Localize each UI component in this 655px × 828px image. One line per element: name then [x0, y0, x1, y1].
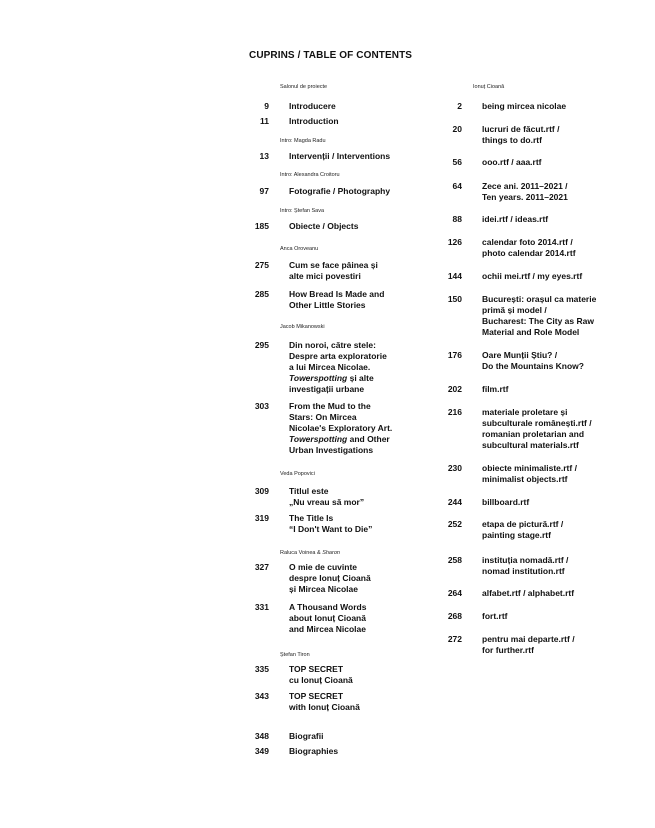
page-number: 9: [264, 101, 269, 111]
page-number: 216: [447, 407, 462, 417]
toc-entry-title[interactable]: Obiecte / Objects: [289, 221, 359, 231]
page-number: 264: [447, 588, 462, 598]
page-number: 64: [452, 181, 462, 191]
toc-entry-title[interactable]: Oare Munții Știu? / Do the Mountains Know?: [482, 350, 584, 371]
toc-entry-title[interactable]: Zece ani. 2011–2021 / Ten years. 2011–2021: [482, 181, 568, 202]
section-author: Veda Popovici: [280, 471, 315, 477]
toc-entry-title[interactable]: Biographies: [289, 746, 339, 756]
page-number: 303: [254, 401, 269, 411]
page-number: 20: [452, 124, 462, 134]
section-author: Ștefan Tiron: [280, 652, 310, 658]
section-author: Intro: Alexandra Croitoru: [280, 172, 340, 178]
page-number: 97: [259, 186, 269, 196]
toc-entry-title[interactable]: O mie de cuvinte despre Ionuț Cioană și Mircea Nicolae: [289, 562, 371, 594]
page-number: 185: [254, 221, 269, 231]
page-number: 272: [447, 634, 462, 644]
section-author: Intro: Ștefan Sava: [280, 208, 325, 214]
page-number: 150: [447, 294, 462, 304]
page-title: CUPRINS / TABLE OF CONTENTS: [249, 50, 413, 61]
page-number: 319: [254, 513, 269, 523]
toc-entry-title[interactable]: A Thousand Words about Ionuț Cioană and Mircea Nicolae: [289, 602, 367, 634]
page-number: 230: [447, 463, 462, 473]
section-author: Jacob Mikanowski: [280, 324, 325, 330]
toc-entry-title[interactable]: alfabet.rtf / alphabet.rtf: [482, 588, 575, 598]
page-number: 258: [447, 555, 462, 565]
page-number: 309: [254, 486, 269, 496]
toc-entry-title[interactable]: Introducere: [289, 101, 336, 111]
page-number: 126: [447, 237, 462, 247]
toc-entry-title[interactable]: fort.rtf: [482, 611, 508, 621]
toc-entry-title[interactable]: ochii mei.rtf / my eyes.rtf: [482, 271, 583, 281]
page-number: 2: [457, 101, 462, 111]
page-number: 88: [452, 214, 462, 224]
toc-entry-title[interactable]: How Bread Is Made and Other Little Stories: [289, 289, 385, 310]
toc-entry-title[interactable]: Titlul este „Nu vreau să mor”: [289, 486, 365, 507]
page-number: 144: [447, 271, 462, 281]
toc-entry-title[interactable]: TOP SECRET with Ionuț Cioană: [289, 691, 360, 712]
toc-entry-title[interactable]: lucruri de făcut.rtf / things to do.rtf: [482, 124, 560, 145]
page-number: 331: [254, 602, 269, 612]
page-number: 202: [447, 384, 462, 394]
toc-entry-title[interactable]: Intervenții / Interventions: [289, 151, 391, 161]
toc-entry-title[interactable]: pentru mai departe.rtf / for further.rtf: [482, 634, 575, 655]
section-author: Raluca Voinea & Sharon: [280, 550, 340, 556]
page-number: 268: [447, 611, 462, 621]
toc-entry-title[interactable]: București: orașul ca materie primă și model / Bucharest: The City as Raw Material and Role Model: [482, 294, 597, 337]
toc-entry-title[interactable]: Din noroi, către stele: Despre arta exploratorie a lui Mircea Nicolae. Towerspotting și alte investigații urbane: [289, 340, 387, 394]
section-author: Intro: Magda Radu: [280, 138, 326, 144]
page-number: 275: [254, 260, 269, 270]
page-number: 56: [452, 157, 462, 167]
page-number: 343: [254, 691, 269, 701]
toc-entry-title[interactable]: The Title Is “I Don't Want to Die”: [289, 513, 373, 534]
toc-entry-title[interactable]: Cum se face pâinea și alte mici povestiri: [289, 260, 378, 281]
toc-entry-title[interactable]: instituția nomadă.rtf / nomad institution.rtf: [482, 555, 569, 576]
toc-entry-title[interactable]: From the Mud to the Stars: On Mircea Nicolae's Exploratory Art. Towerspotting and Other Urban Investigations: [289, 401, 393, 455]
page-number: 244: [447, 497, 462, 507]
page-number: 13: [259, 151, 269, 161]
toc-entry-title[interactable]: idei.rtf / ideas.rtf: [482, 214, 549, 224]
toc-entry-title[interactable]: materiale proletare și subculturale românești.rtf / romanian proletarian and subcultural materials.rtf: [482, 407, 592, 450]
toc-entry-title[interactable]: ooo.rtf / aaa.rtf: [482, 157, 542, 167]
page-number: 335: [254, 664, 269, 674]
page-number: 252: [447, 519, 462, 529]
page-number: 176: [447, 350, 462, 360]
section-author: Ionuț Cioană: [473, 84, 505, 90]
section-author: Anca Oroveanu: [280, 246, 319, 252]
toc-entry-title[interactable]: Biografii: [289, 731, 324, 741]
page-number: 285: [254, 289, 269, 299]
toc-entry-title[interactable]: TOP SECRET cu Ionuț Cioană: [289, 664, 353, 685]
toc-entry-title[interactable]: etapa de pictură.rtf / painting stage.rtf: [482, 519, 564, 540]
section-author: Salonul de proiecte: [280, 84, 328, 90]
toc-entry-title[interactable]: obiecte minimaliste.rtf / minimalist objects.rtf: [482, 463, 577, 484]
toc-entry-title[interactable]: Introduction: [289, 116, 339, 126]
toc-entry-title[interactable]: film.rtf: [482, 384, 509, 394]
toc-entry-title[interactable]: billboard.rtf: [482, 497, 530, 507]
toc-entry-title[interactable]: Fotografie / Photography: [289, 186, 391, 196]
page-number: 327: [254, 562, 269, 572]
page-number: 295: [254, 340, 269, 350]
page-number: 348: [254, 731, 269, 741]
toc-entry-title[interactable]: calendar foto 2014.rtf / photo calendar 2014.rtf: [482, 237, 576, 258]
page-number: 11: [260, 116, 269, 126]
toc-entry-title[interactable]: being mircea nicolae: [482, 101, 567, 111]
page-number: 349: [254, 746, 269, 756]
